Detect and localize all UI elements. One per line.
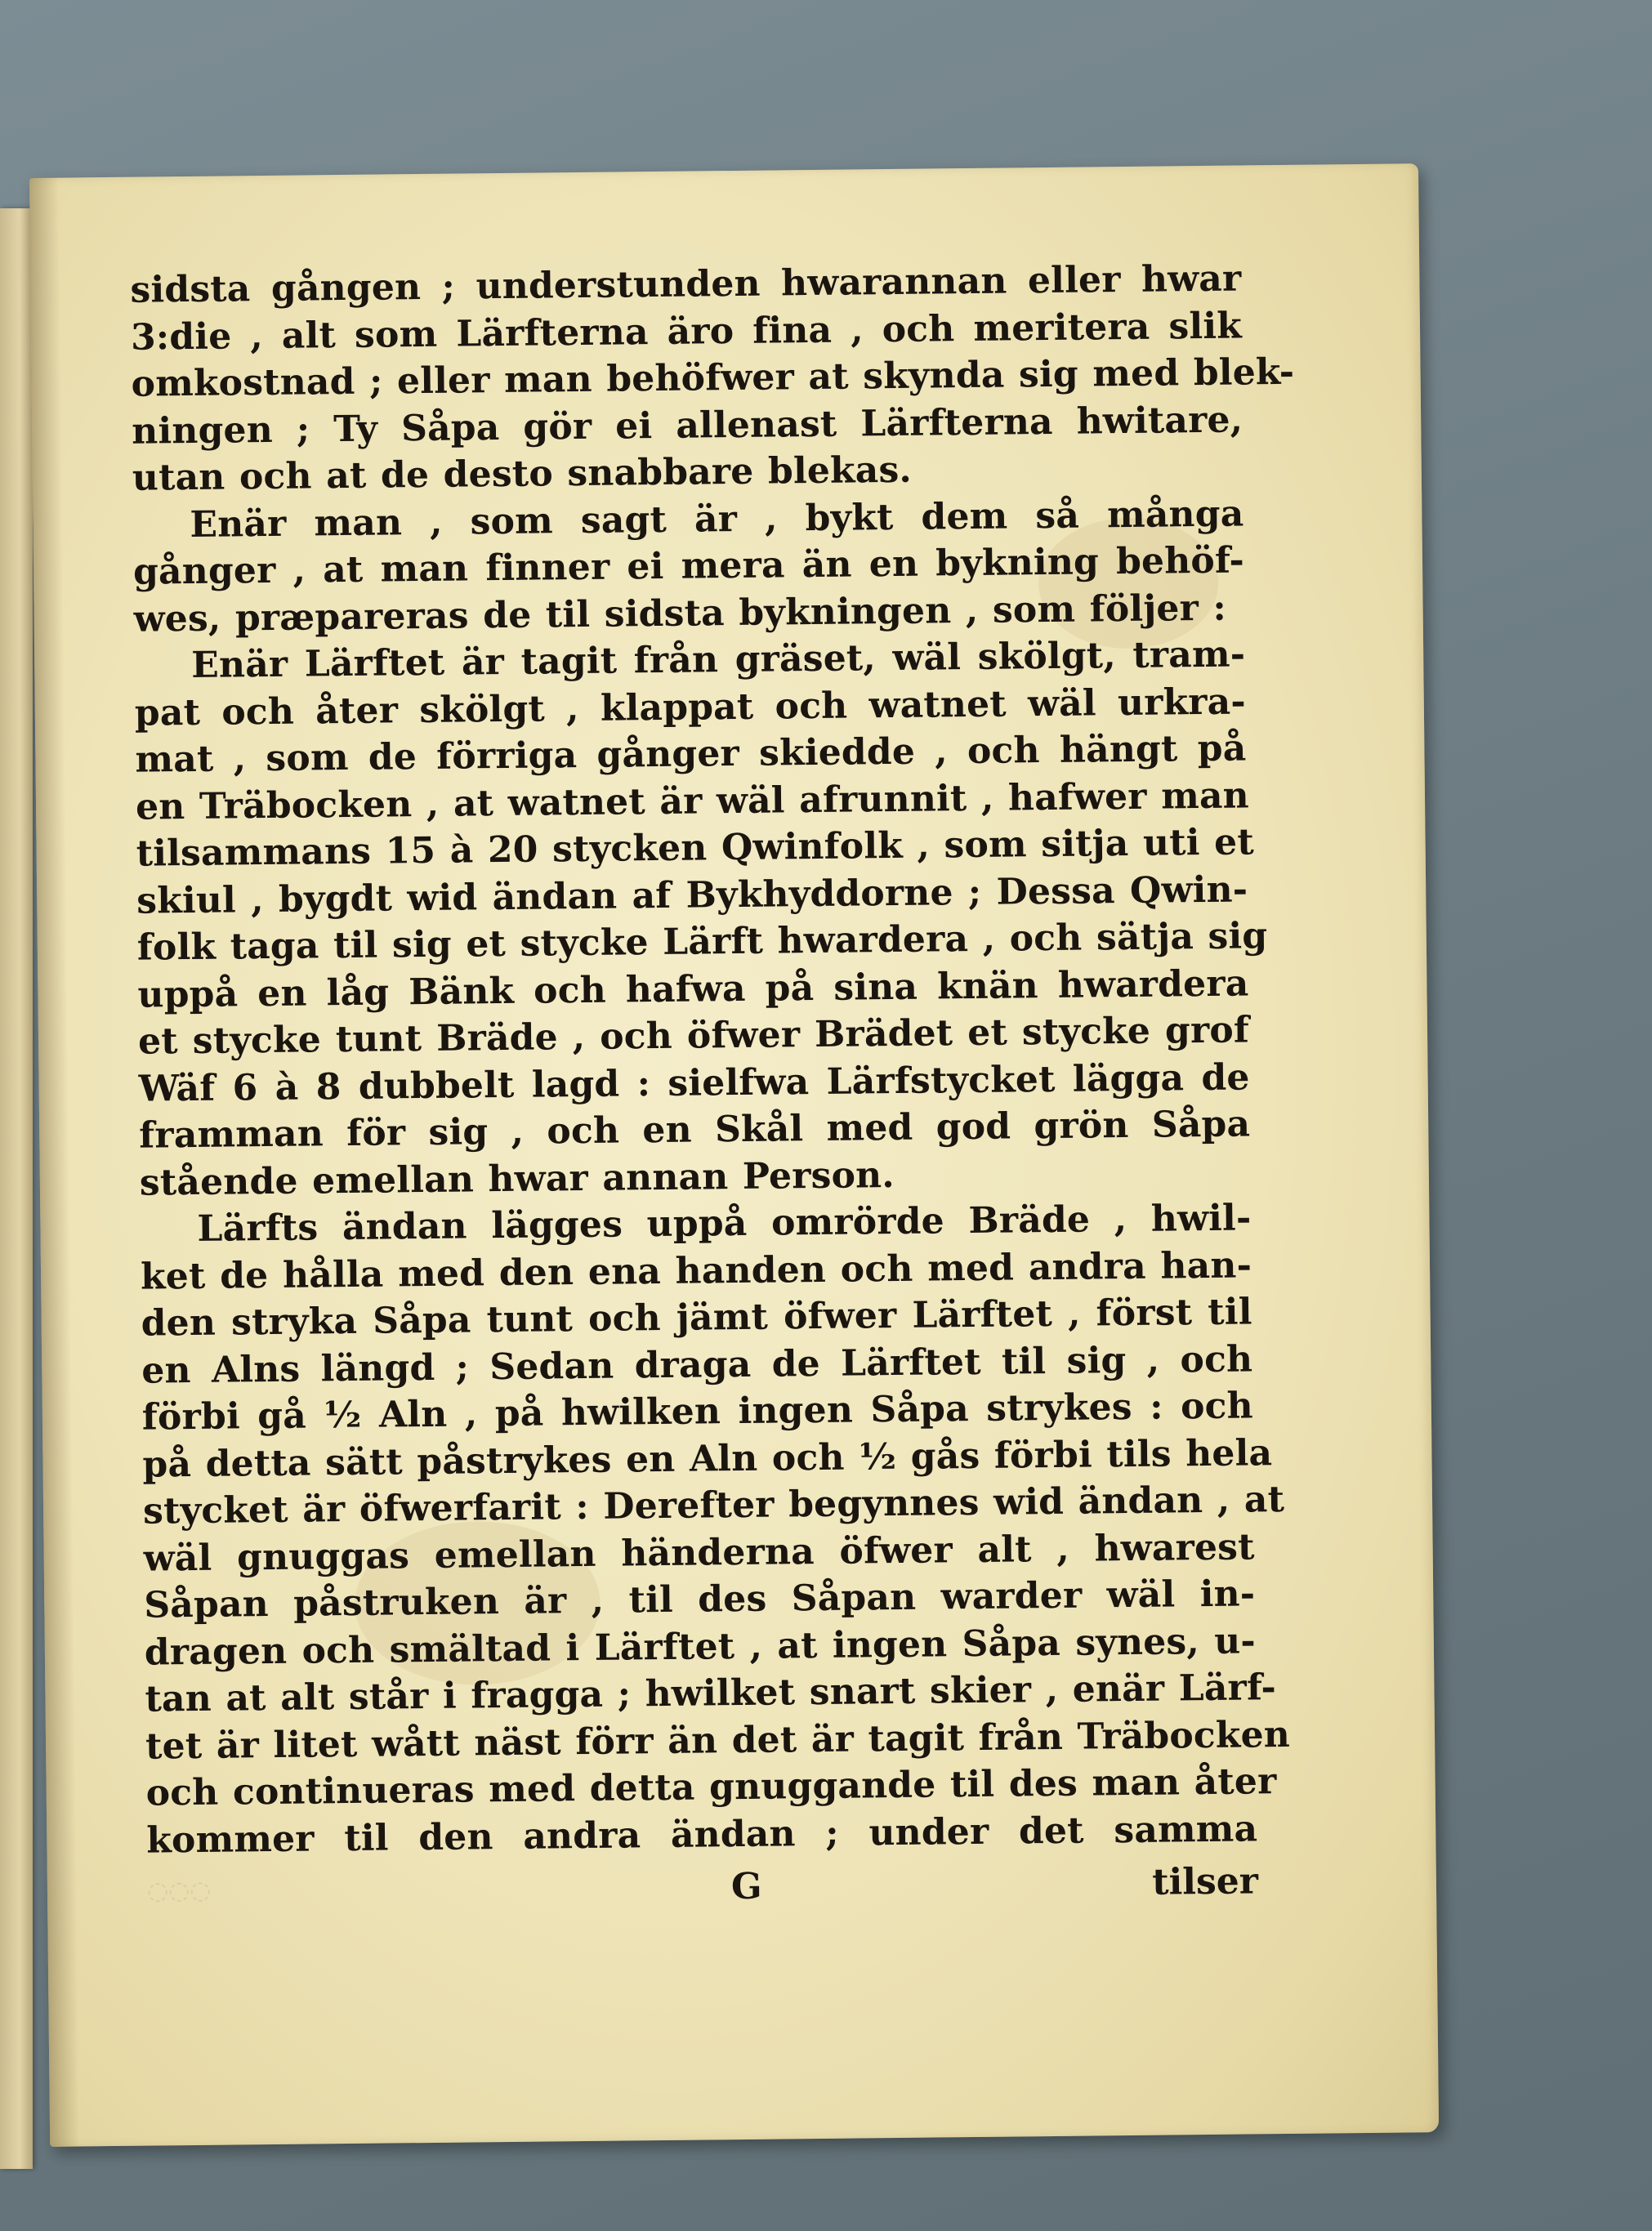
text-line: mat , som de förriga gånger skiedde , och hängt på [135,727,1247,781]
text-line: wes, præpareras de til sidsta bykningen , som följer : [133,587,1227,640]
text-line: en Alns längd ; Sedan draga de Lärftet til sig , och [141,1337,1253,1392]
text-line: omkostnad ; eller man behöfwer at skynda sig med blek- [131,350,1295,405]
text-line: utan och at de desto snabbare blekas. [132,448,913,499]
text-line: skiul , bygdt wid ändan af Bykhyddorne ; Dessa Qwin- [136,868,1248,922]
signature-mark: G [730,1865,762,1908]
text-line: tan at alt står i fragga ; hwilket snart skier , enär Lärf- [145,1667,1277,1720]
text-line: på detta sätt påstrykes en Aln och ½ gås förbi tils hela [142,1431,1273,1486]
text-line: 3:die , alt som Lärfterna äro fina , och meritera slik [130,304,1243,359]
page-footer [147,1860,1259,1921]
text-line: wäl gnuggas emellan händerna öfwer alt , hwarest [143,1525,1255,1580]
text-line: ket de hålla med den ena handen och med andra han- [140,1243,1252,1298]
left-page-edge [0,208,33,2169]
text-line: folk taga til sig et stycke Lärft hwardera , och sätja sig [136,915,1268,969]
text-line: sidsta gången ; understunden hwarannan eller hwar [130,257,1242,311]
book-page [29,163,1439,2147]
text-line: pat och åter skölgt , klappat och watnet wäl urkra- [134,680,1247,734]
text-line: gånger , at man finner ei mera än en bykning behöf- [132,539,1245,593]
text-line: en Träbocken , at watnet är wäl afrunnit , hafwer man [135,774,1250,828]
text-line: den stryka Såpa tunt och jämt öfwer Lärftet , först til [141,1291,1252,1345]
text-line: tilsammans 15 à 20 stycken Qwinfolk , som sitja uti et [136,821,1255,875]
text-line: Enär Lärftet är tagit från gräset, wäl skölgt, tram- [190,633,1246,686]
text-line: uppå en låg Bänk och hafwa på sina knän hwardera [137,962,1249,1016]
catchword: tilser [1151,1860,1259,1903]
text-line: Lärfts ändan lägges uppå omrörde Bräde , hwil- [197,1197,1252,1250]
text-line: Såpan påstruken är , til des Såpan warder wäl in- [144,1573,1256,1626]
text-line: ningen ; Ty Såpa gör ei allenast Lärfterna hwitare, [131,398,1243,453]
faded-stamp-icon: ◌◌◌ [146,1876,212,1906]
text-line: dragen och smältad i Lärftet , at ingen Såpa synes, u- [144,1619,1257,1674]
text-line: tet är litet wått näst förr än det är tagit från Träbocken [145,1713,1291,1768]
text-line: et stycke tunt Bräde , och öfwer Brädet et stycke grof [137,1009,1250,1063]
text-line: stående emellan hwar annan Person. [139,1153,895,1204]
text-line: förbi gå ½ Aln , på hwilken ingen Såpa strykes : och [141,1385,1254,1439]
text-line: Wäf 6 à 8 dubbelt lagd : sielfwa Lärfstycket lägga de [138,1055,1250,1110]
text-line: framman för sig , och en Skål med god grön Såpa [139,1103,1251,1157]
text-line: och continueras med detta gnuggande til des man åter [145,1760,1277,1814]
page-text [130,255,1295,1863]
text-line: stycket är öfwerfarit : Derefter begynnes wid ändan , at [142,1479,1285,1533]
text-line: kommer til den andra ändan ; under det samma [146,1807,1258,1862]
text-line: Enär man , som sagt är , bykt dem så många [190,492,1244,546]
